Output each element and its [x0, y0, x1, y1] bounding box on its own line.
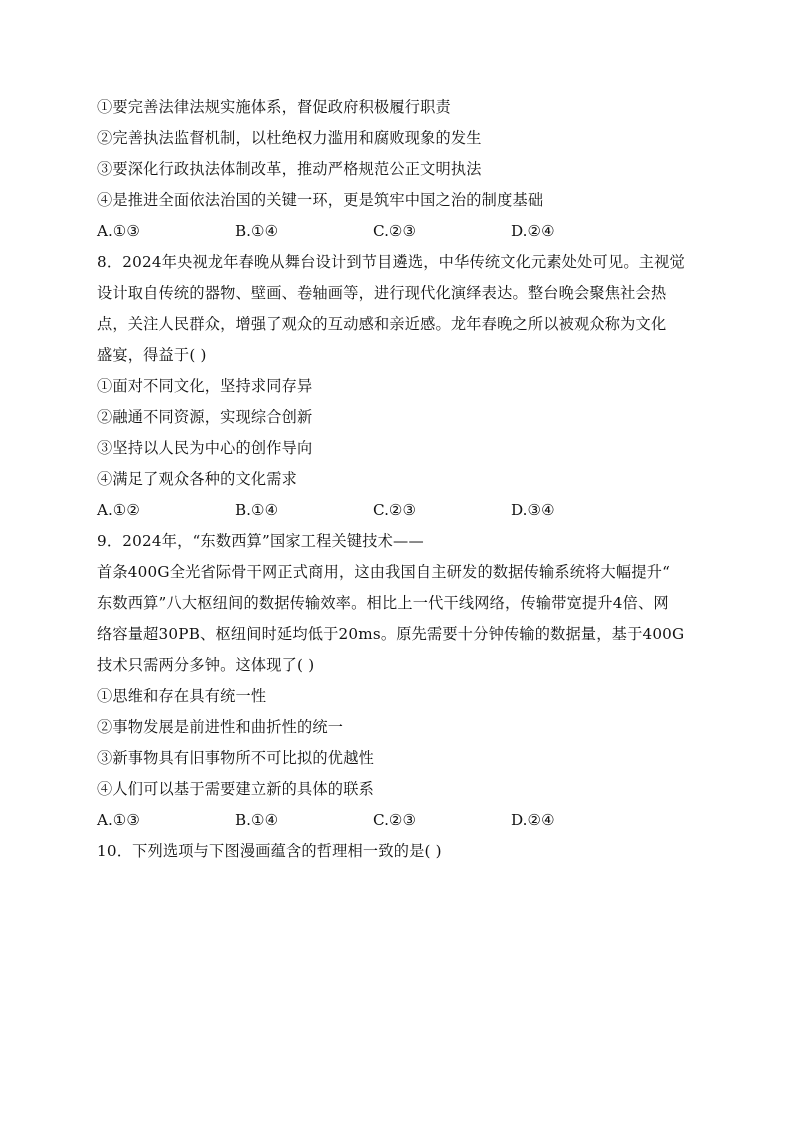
q7-option-c: C.②③ — [373, 222, 417, 240]
q7-options — [97, 216, 709, 247]
q8-item-2: ②融通不同资源，实现综合创新 — [97, 408, 313, 426]
q8-option-a: A.①② — [97, 501, 141, 519]
q7-item-3: ③要深化行政执法体制改革，推动严格规范公正文明执法 — [97, 160, 482, 178]
q9-options — [97, 805, 709, 836]
q8-options — [97, 495, 709, 526]
q9-stem-line-1: 9．2024年，“东数西算”国家工程关键技术—— — [97, 532, 424, 550]
q7-option-b: B.①④ — [235, 222, 279, 240]
question-10 — [97, 836, 709, 867]
q8-stem-line-3: 点，关注人民群众，增强了观众的互动感和亲近感。龙年春晚之所以被观众称为文化 — [97, 315, 667, 333]
q9-option-b: B.①④ — [235, 811, 279, 829]
q8-option-b: B.①④ — [235, 501, 279, 519]
q9-stem-line-4: 络容量超30PB、枢纽间时延均低于20ms。原先需要十分钟传输的数据量，基于400G — [97, 625, 685, 643]
q9-stem-line-2: 首条400G全光省际骨干网正式商用，这由我国自主研发的数据传输系统将大幅提升“ — [97, 563, 671, 581]
q8-option-d: D.③④ — [511, 501, 555, 519]
question-7-items — [97, 92, 709, 216]
q8-stem-line-1: 8．2024年央视龙年春晚从舞台设计到节目遴选，中华传统文化元素处处可见。主视觉 — [97, 253, 685, 271]
q7-option-d: D.②④ — [511, 222, 555, 240]
q9-item-3: ③新事物具有旧事物所不可比拟的优越性 — [97, 749, 374, 767]
q8-option-c: C.②③ — [373, 501, 417, 519]
q8-stem-line-2: 设计取自传统的器物、壁画、卷轴画等，进行现代化演绎表达。整台晚会聚焦社会热 — [97, 284, 667, 302]
q10-stem-line-1: 10．下列选项与下图漫画蕴含的哲理相一致的是( ) — [97, 842, 442, 860]
q7-item-2: ②完善执法监督机制，以杜绝权力滥用和腐败现象的发生 — [97, 129, 482, 147]
q9-option-d: D.②④ — [511, 811, 555, 829]
q7-item-4: ④是推进全面依法治国的关键一环，更是筑牢中国之治的制度基础 — [97, 191, 544, 209]
question-9 — [97, 526, 709, 836]
q8-item-4: ④满足了观众各种的文化需求 — [97, 470, 298, 488]
q7-item-1: ①要完善法律法规实施体系，督促政府积极履行职责 — [97, 98, 451, 116]
q9-option-c: C.②③ — [373, 811, 417, 829]
q9-stem-line-3: 东数西算”八大枢纽间的数据传输效率。相比上一代干线网络，传输带宽提升4倍、网 — [97, 594, 669, 612]
q7-option-a: A.①③ — [97, 222, 141, 240]
q9-item-1: ①思维和存在具有统一性 — [97, 687, 267, 705]
q9-item-2: ②事物发展是前进性和曲折性的统一 — [97, 718, 344, 736]
q8-item-1: ①面对不同文化，坚持求同存异 — [97, 377, 313, 395]
q8-item-3: ③坚持以人民为中心的创作导向 — [97, 439, 313, 457]
q8-stem-line-4: 盛宴，得益于( ) — [97, 346, 207, 364]
q9-stem-line-5: 技术只需两分多钟。这体现了( ) — [97, 656, 315, 674]
question-8 — [97, 247, 709, 526]
exam-page — [97, 92, 709, 867]
q9-item-4: ④人们可以基于需要建立新的具体的联系 — [97, 780, 374, 798]
q9-option-a: A.①③ — [97, 811, 141, 829]
